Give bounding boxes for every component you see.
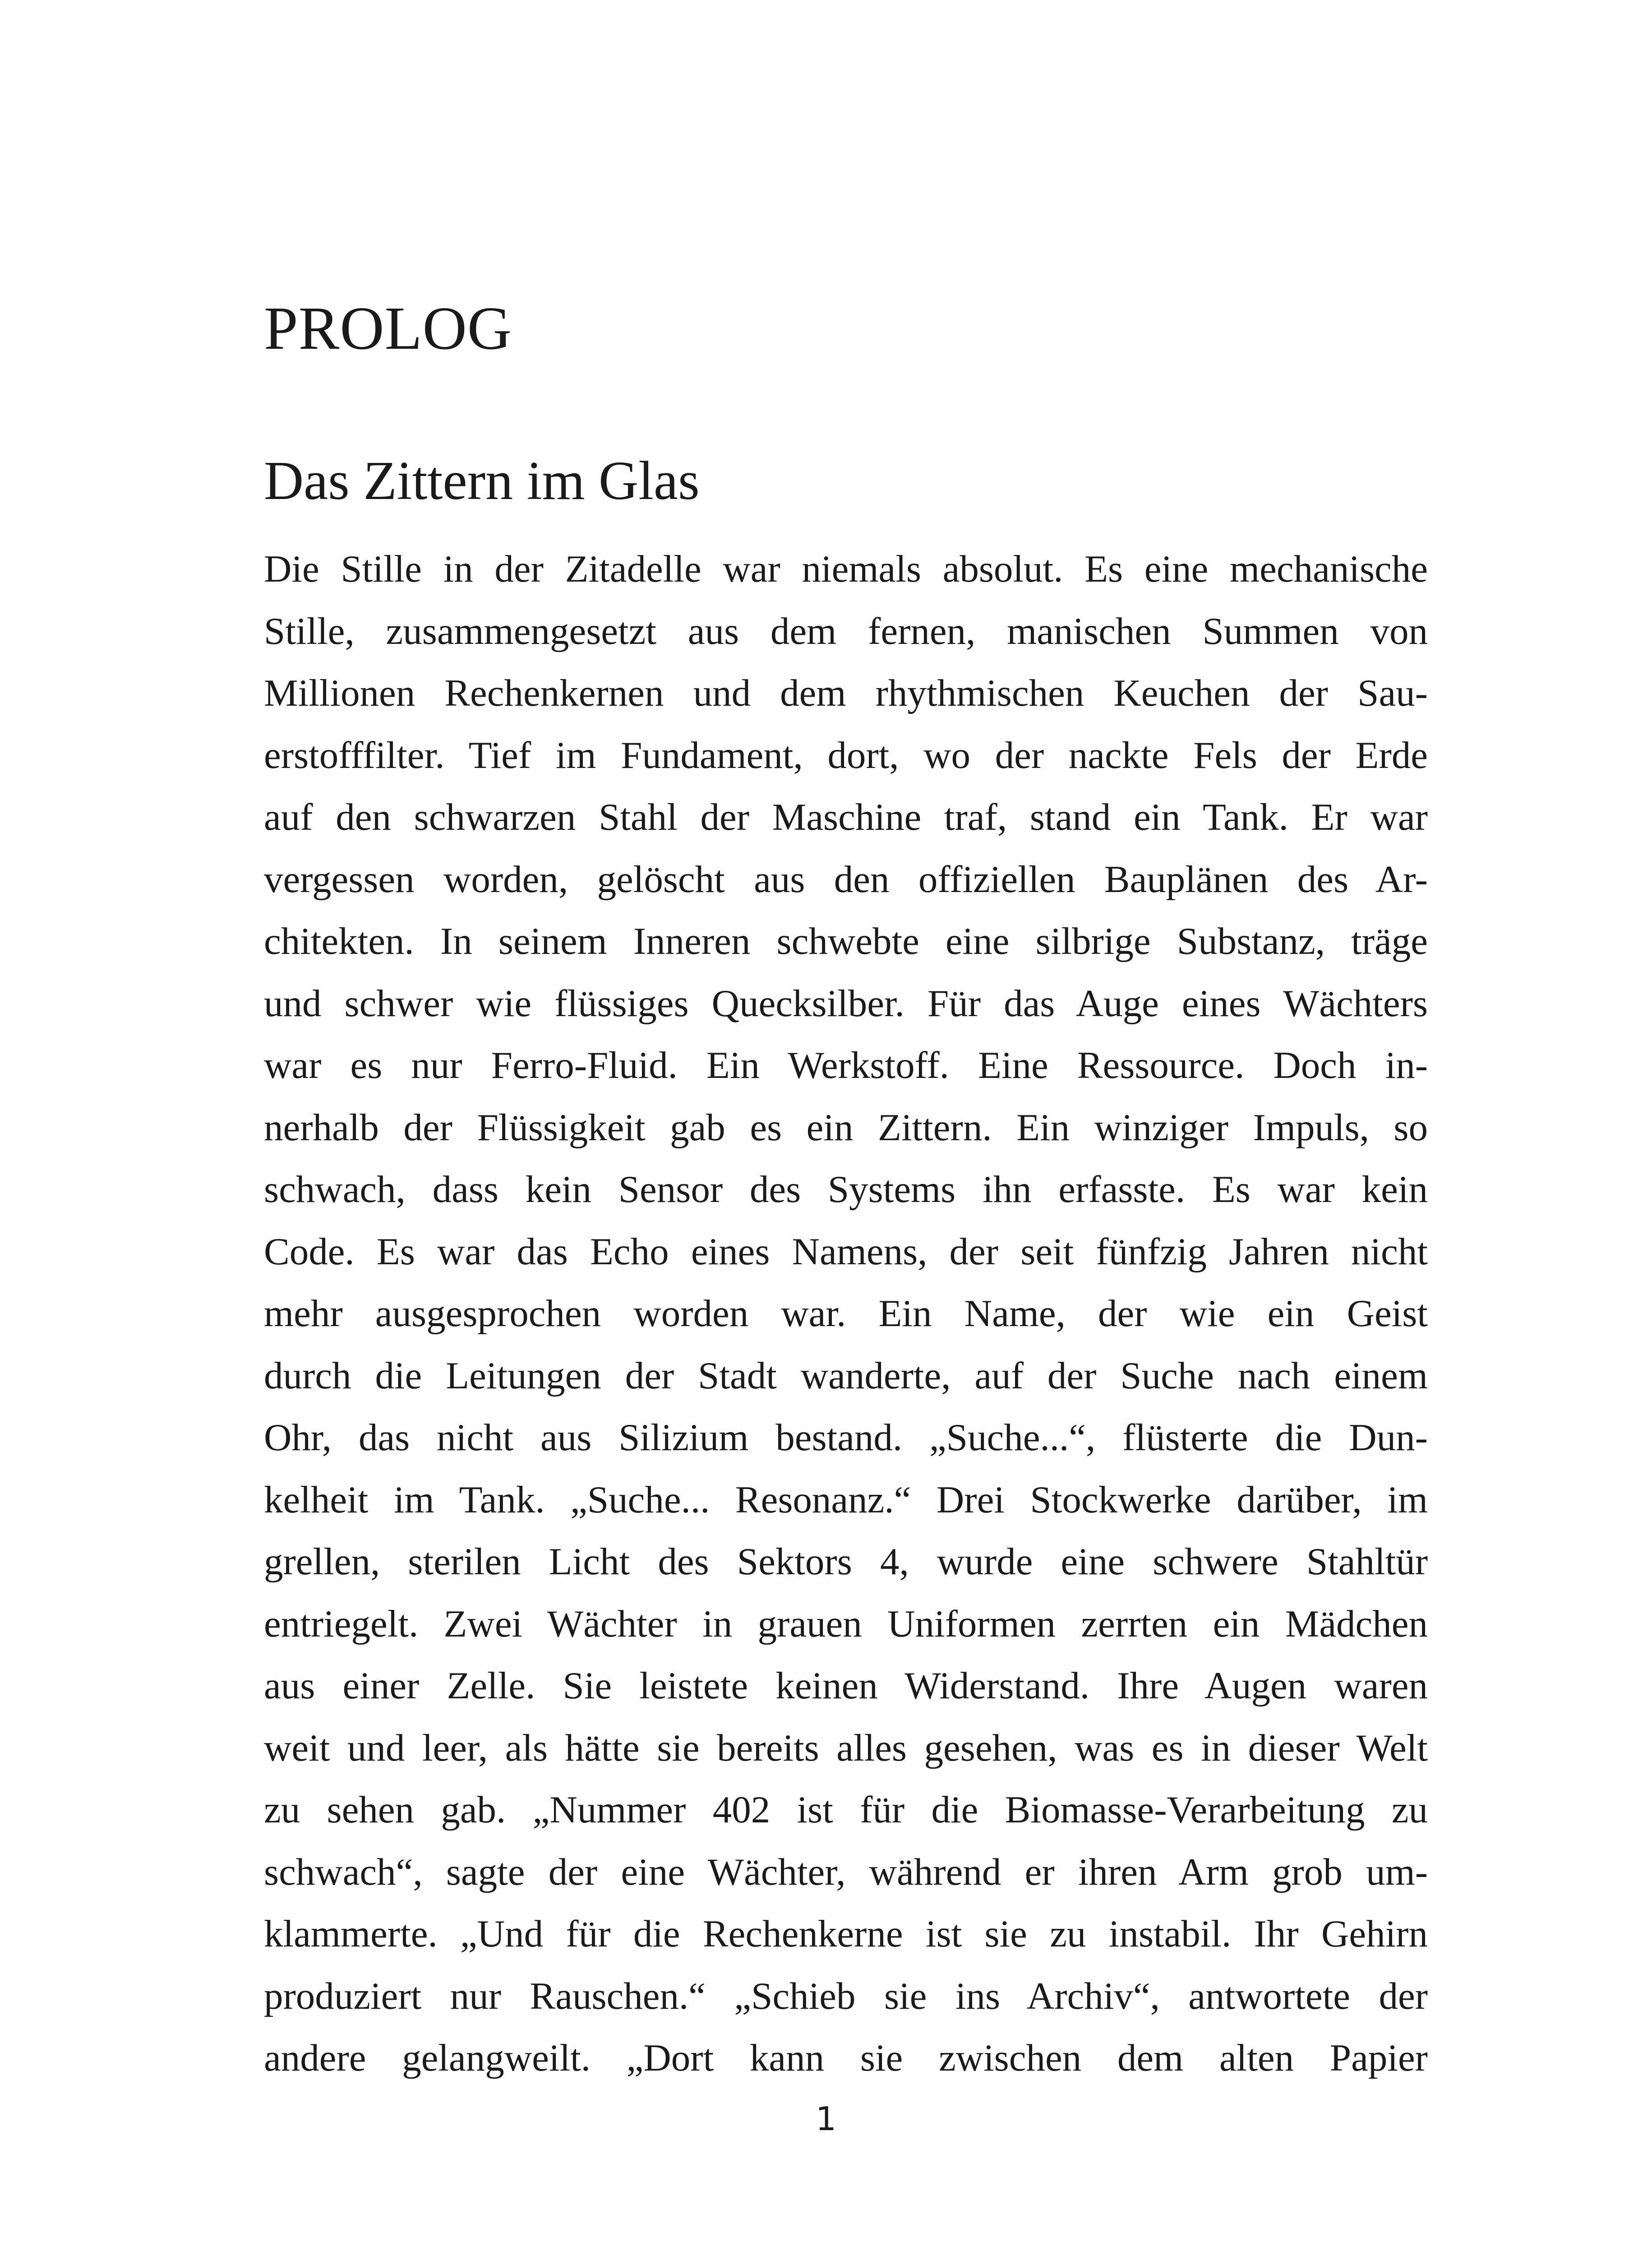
body-text (264, 538, 1428, 2090)
text-line: Die Stille in der Zitadelle war niemals absolut. Es eine mechanische (264, 548, 1428, 590)
text-line: kelheit im Tank. „Suche... Resonanz.“ Drei Stockwerke darüber, im (264, 1478, 1428, 1521)
text-line: Ohr, das nicht aus Silizium bestand. „Suche...“, flüsterte die Dun- (264, 1416, 1428, 1459)
text-line: Millionen Rechenkernen und dem rhythmischen Keuchen der Sau- (264, 672, 1428, 714)
page-number: 1 (816, 2100, 836, 2138)
text-line: schwach, dass kein Sensor des Systems ihn erfasste. Es war kein (264, 1168, 1428, 1211)
text-line: andere gelangweilt. „Dort kann sie zwischen dem alten Papier (264, 2037, 1428, 2079)
text-line: chitekten. In seinem Inneren schwebte eine silbrige Substanz, träge (264, 920, 1428, 962)
text-line: auf den schwarzen Stahl der Maschine traf, stand ein Tank. Er war (264, 796, 1428, 838)
text-line: mehr ausgesprochen worden war. Ein Name, der wie ein Geist (264, 1292, 1428, 1335)
text-line: nerhalb der Flüssigkeit gab es ein Zittern. Ein winziger Impuls, so (264, 1106, 1428, 1149)
text-line: produziert nur Rauschen.“ „Schieb sie ins Archiv“, antwortete der (264, 1974, 1428, 2017)
text-line: schwach“, sagte der eine Wächter, während er ihren Arm grob um- (264, 1850, 1428, 1893)
text-line: Stille, zusammengesetzt aus dem fernen, manischen Summen von (264, 610, 1428, 652)
text-line: entriegelt. Zwei Wächter in grauen Uniformen zerrten ein Mädchen (264, 1602, 1428, 1645)
text-line: klammerte. „Und für die Rechenkerne ist sie zu instabil. Ihr Gehirn (264, 1913, 1428, 1955)
text-line: aus einer Zelle. Sie leistete keinen Widerstand. Ihre Augen waren (264, 1664, 1428, 1707)
text-line: zu sehen gab. „Nummer 402 ist für die Biomasse-Verarbeitung zu (264, 1789, 1428, 1831)
text-line: war es nur Ferro-Fluid. Ein Werkstoff. Eine Ressource. Doch in- (264, 1044, 1428, 1086)
chapter-title: PROLOG (264, 295, 512, 362)
text-line: erstofffilter. Tief im Fundament, dort, wo der nackte Fels der Erde (264, 734, 1428, 777)
text-line: weit und leer, als hätte sie bereits alles gesehen, was es in dieser Welt (264, 1726, 1428, 1769)
text-line: und schwer wie flüssiges Quecksilber. Für das Auge eines Wächters (264, 982, 1428, 1025)
section-title: Das Zittern im Glas (264, 450, 700, 511)
text-line: durch die Leitungen der Stadt wanderte, auf der Suche nach einem (264, 1354, 1428, 1397)
text-line: grellen, sterilen Licht des Sektors 4, wurde eine schwere Stahltür (264, 1540, 1428, 1583)
text-line: vergessen worden, gelöscht aus den offiziellen Bauplänen des Ar- (264, 858, 1428, 901)
text-line: Code. Es war das Echo eines Namens, der seit fünfzig Jahren nicht (264, 1230, 1428, 1273)
